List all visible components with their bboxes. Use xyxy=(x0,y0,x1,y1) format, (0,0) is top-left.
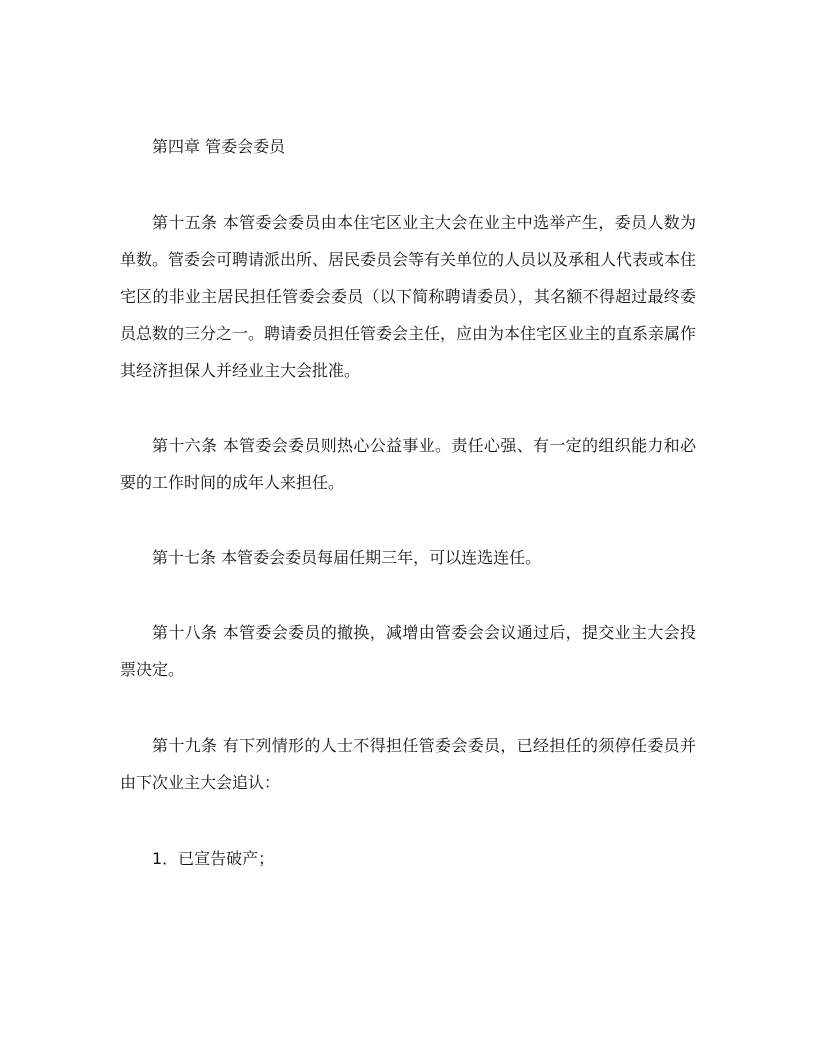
article-18: 第十八条 本管委会委员的撤换，减增由管委会会议通过后，提交业主大会投票决定。 xyxy=(120,623,696,679)
article-16: 第十六条 本管委会委员则热心公益事业。责任心强、有一定的组织能力和必要的工作时间的成年人来担任。 xyxy=(120,436,696,492)
list-item: 1．已宣告破产； xyxy=(152,849,275,868)
article-19: 第十九条 有下列情形的人士不得担任管委会委员，已经担任的须停任委员并由下次业主大会追认： xyxy=(120,736,696,792)
chapter-heading: 第四章 管委会委员 xyxy=(152,137,286,156)
article-17: 第十七条 本管委会委员每届任期三年，可以连选连任。 xyxy=(152,548,542,567)
document-body xyxy=(120,128,696,877)
article-15: 第十五条 本管委会委员由本住宅区业主大会在业主中选举产生，委员人数为单数。管委会可聘请派出所、居民委员会等有关单位的人员以及承租人代表或本住宅区的非业主居民担任管委会委员（以下简称聘请委员），其名额不得超过最终委员总数的三分之一。聘请委员担任管委会主任，应由为本住宅区业主的直系亲属作其经济担保人并经业主大会批准。 xyxy=(120,213,697,380)
